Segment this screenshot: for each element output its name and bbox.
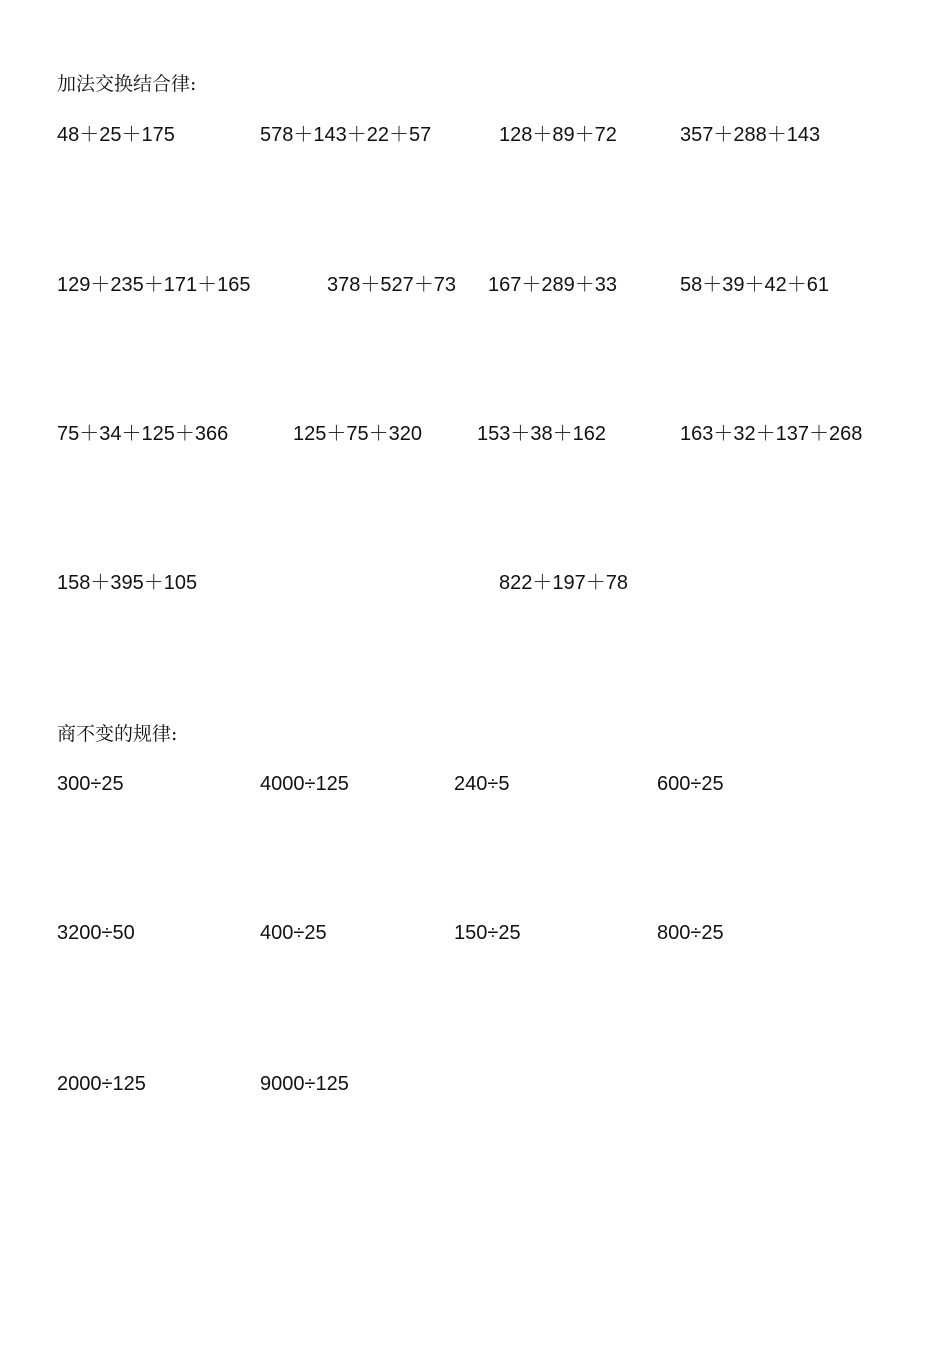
- addition-problem: 128＋89＋72: [499, 124, 617, 146]
- addition-problem: 167＋289＋33: [488, 274, 617, 296]
- division-section-heading: 商不变的规律:: [57, 723, 178, 745]
- division-problem: 400÷25: [260, 922, 327, 944]
- division-problem: 9000÷125: [260, 1073, 349, 1095]
- addition-problem: 822＋197＋78: [499, 572, 628, 594]
- division-problem: 2000÷125: [57, 1073, 146, 1095]
- addition-problem: 163＋32＋137＋268: [680, 423, 863, 445]
- division-problem: 3200÷50: [57, 922, 135, 944]
- division-problem: 300÷25: [57, 773, 124, 795]
- addition-problem: 578＋143＋22＋57: [260, 124, 432, 146]
- addition-problem: 58＋39＋42＋61: [680, 274, 829, 296]
- addition-problem: 158＋395＋105: [57, 572, 198, 594]
- addition-problem: 129＋235＋171＋165: [57, 274, 251, 296]
- addition-problem: 48＋25＋175: [57, 124, 175, 146]
- addition-problem: 153＋38＋162: [477, 423, 606, 445]
- division-problem: 4000÷125: [260, 773, 349, 795]
- division-problem: 800÷25: [657, 922, 724, 944]
- division-problem: 150÷25: [454, 922, 521, 944]
- addition-problem: 75＋34＋125＋366: [57, 423, 229, 445]
- addition-section-heading: 加法交换结合律:: [57, 73, 197, 95]
- addition-problem: 378＋527＋73: [327, 274, 456, 296]
- division-problem: 600÷25: [657, 773, 724, 795]
- addition-problem: 357＋288＋143: [680, 124, 821, 146]
- addition-problem: 125＋75＋320: [293, 423, 422, 445]
- division-problem: 240÷5: [454, 773, 510, 795]
